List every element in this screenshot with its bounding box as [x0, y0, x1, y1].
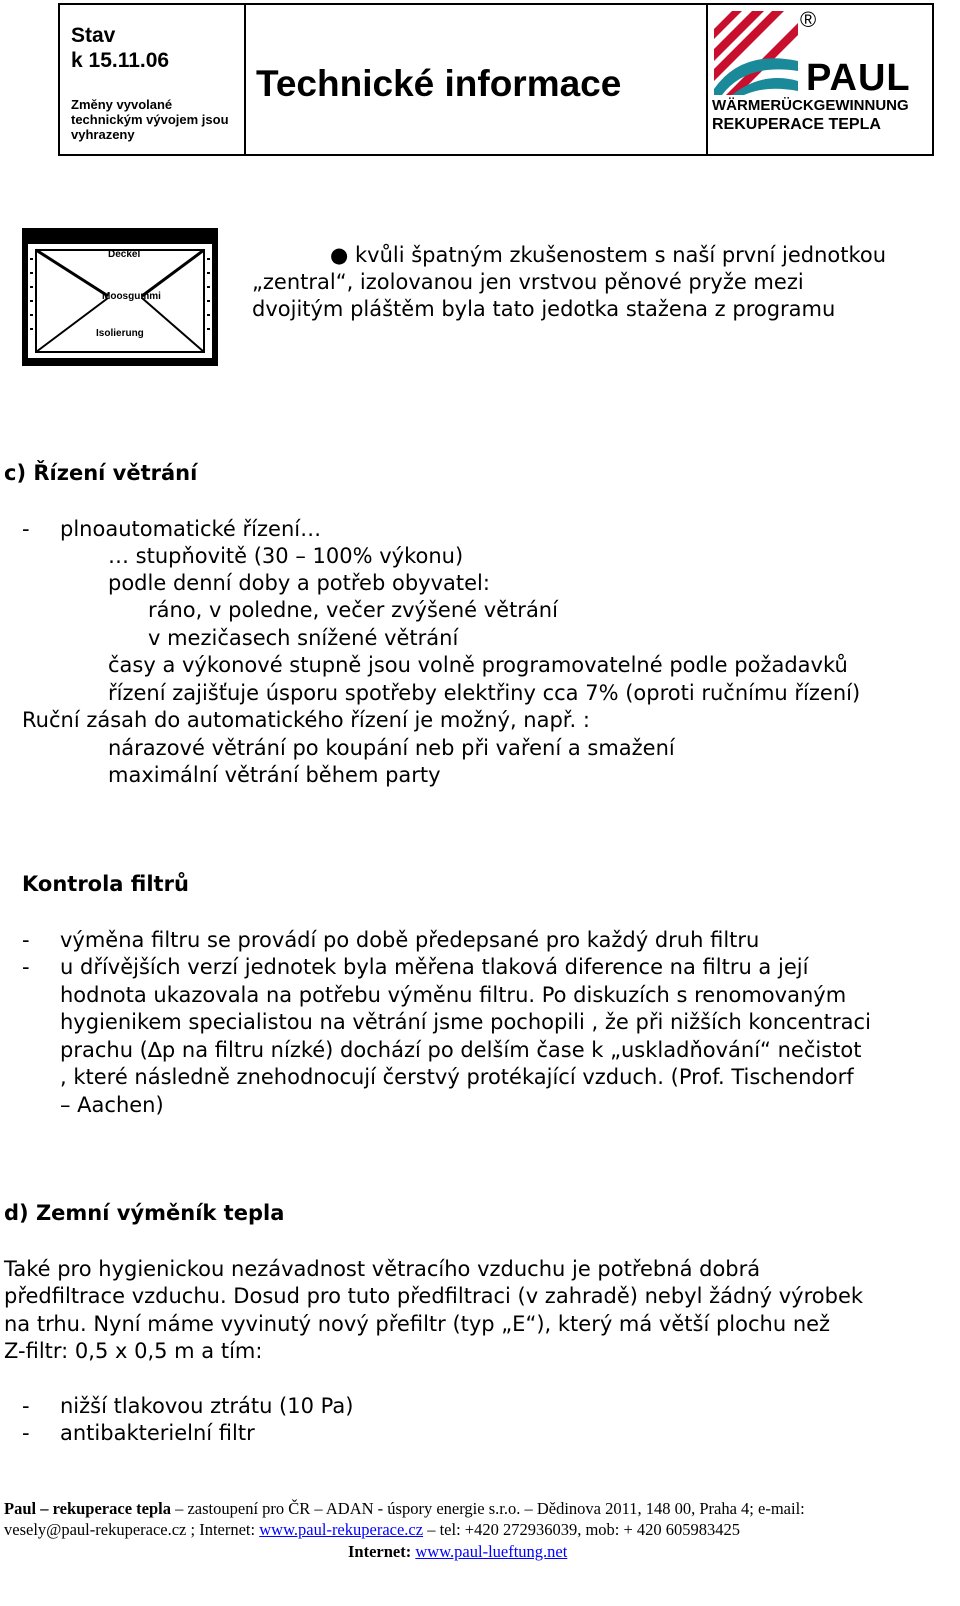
section-c-heading: c) Řízení větrání [4, 461, 198, 485]
status-label: Stav [71, 24, 116, 47]
bullet-dash: - [22, 955, 30, 979]
section-c-line-2: … stupňovitě (30 – 100% výkonu) [108, 544, 464, 568]
footer-company: Paul – rekuperace tepla [4, 1499, 171, 1518]
intro-line-1: ● kvůli špatným zkušenostem s naší první jednotkou [330, 243, 887, 267]
footer-email: vesely@paul-rekuperace.cz ; Internet: [4, 1520, 260, 1539]
filters-heading: Kontrola filtrů [22, 872, 189, 896]
section-c-line-3: podle denní doby a potřeb obyvatel: [108, 571, 490, 595]
footer-line-1 [4, 1498, 805, 1519]
footer-address: – zastoupení pro ČR – ADAN - úspory energie s.r.o. – Dědinova 2011, 148 00, Praha 4; e-mail: [170, 1499, 805, 1518]
figure-label-deckel: Deckel [108, 249, 141, 260]
footer-link-rekuperace[interactable]: www.paul-rekuperace.cz [259, 1520, 424, 1539]
document-header [58, 3, 934, 156]
filters-line-7: – Aachen) [60, 1093, 164, 1117]
registered-mark: ® [800, 7, 817, 32]
logo-line-czech: REKUPERACE TEPLA [712, 116, 881, 133]
bullet-dash: - [22, 1394, 30, 1418]
section-c-line-1: plnoautomatické řízení… [60, 517, 322, 541]
status-date [71, 23, 169, 73]
section-d-heading: d) Zemní výměník tepla [4, 1201, 285, 1225]
section-d-para-line-3: na trhu. Nyní máme vyvinutý nový přefiltr (typ „E“), který má větší plochu než [4, 1312, 831, 1336]
filters-line-1: výměna filtru se provádí po době předepsané pro každý druh filtru [60, 928, 760, 952]
footer-phone: – tel: +420 272936039, mob: + 420 605983425 [423, 1520, 741, 1539]
page-title: Technické informace [256, 63, 622, 104]
section-d-para-line-2: předfiltrace vzduchu. Dosud pro tuto předfiltraci (v zahradě) nebyl žádný výrobek [4, 1284, 864, 1308]
bullet-dash: - [22, 517, 30, 541]
section-c-line-6: časy a výkonové stupně jsou volně programovatelné podle požadavků [108, 653, 848, 677]
header-logo-cell [706, 3, 934, 156]
section-d-bullet-1: nižší tlakovou ztrátu (10 Pa) [60, 1394, 354, 1418]
filters-line-3: hodnota ukazovala na potřebu výměnu filtru. Po diskuzích s renomovaným [60, 983, 847, 1007]
footer-link-lueftung[interactable]: www.paul-lueftung.net [415, 1542, 568, 1561]
header-title-cell [244, 3, 708, 156]
bullet-dash: - [22, 928, 30, 952]
paul-logo-icon [712, 9, 800, 97]
section-d-bullet-2: antibakterielní filtr [60, 1421, 255, 1445]
filters-line-2: u dřívějších verzí jednotek byla měřena tlaková diference na filtru a její [60, 955, 809, 979]
status-date-value: k 15.11.06 [71, 49, 170, 72]
section-c-line-4: ráno, v poledne, večer zvýšené větrání [148, 598, 558, 622]
logo-brand: PAUL [806, 57, 911, 99]
header-status-cell [58, 3, 246, 156]
section-c-line-7: řízení zajišťuje úsporu spotřeby elektřiny cca 7% (oproti ručnímu řízení) [108, 681, 861, 705]
section-c-line-5: v mezičasech snížené větrání [148, 626, 459, 650]
filters-line-6: , které následně znehodnocují čerstvý protékající vzduch. (Prof. Tischendorf [60, 1065, 854, 1089]
footer-line-3 [348, 1541, 567, 1562]
section-c-line-8: Ruční zásah do automatického řízení je možný, např. : [22, 708, 590, 732]
section-d-para-line-1: Také pro hygienickou nezávadnost větracího vzduchu je potřebná dobrá [4, 1257, 761, 1281]
figure-label-isolierung: Isolierung [96, 328, 144, 339]
intro-line-2: „zentral“, izolovanou jen vrstvou pěnové pryže mezi [252, 270, 804, 294]
footer-internet-label: Internet: [348, 1542, 416, 1561]
intro-line-3: dvojitým pláštěm byla tato jedotka stažena z programu [252, 297, 836, 321]
logo-line-german: WÄRMERÜCKGEWINNUNG [712, 97, 909, 114]
filters-line-4: hygienikem specialistou na větrání jsme pochopili , že při nižších koncentraci [60, 1010, 871, 1034]
section-c-line-10: maximální větrání během party [108, 763, 441, 787]
bullet-dash: - [22, 1421, 30, 1445]
unit-cross-section-figure [22, 228, 218, 366]
section-c-line-9: nárazové větrání po koupání neb při vaření a smažení [108, 736, 675, 760]
footer-line-2 [4, 1519, 740, 1540]
figure-label-moosgummi: Moosgummi [102, 291, 161, 302]
changes-note: Změny vyvolané technickým vývojem jsou vyhrazeny [71, 97, 229, 142]
section-d-para-line-4: Z-filtr: 0,5 x 0,5 m a tím: [4, 1339, 263, 1363]
filters-line-5: prachu (∆p na filtru nízké) dochází po delším čase k „uskladňování“ nečistot [60, 1038, 862, 1062]
